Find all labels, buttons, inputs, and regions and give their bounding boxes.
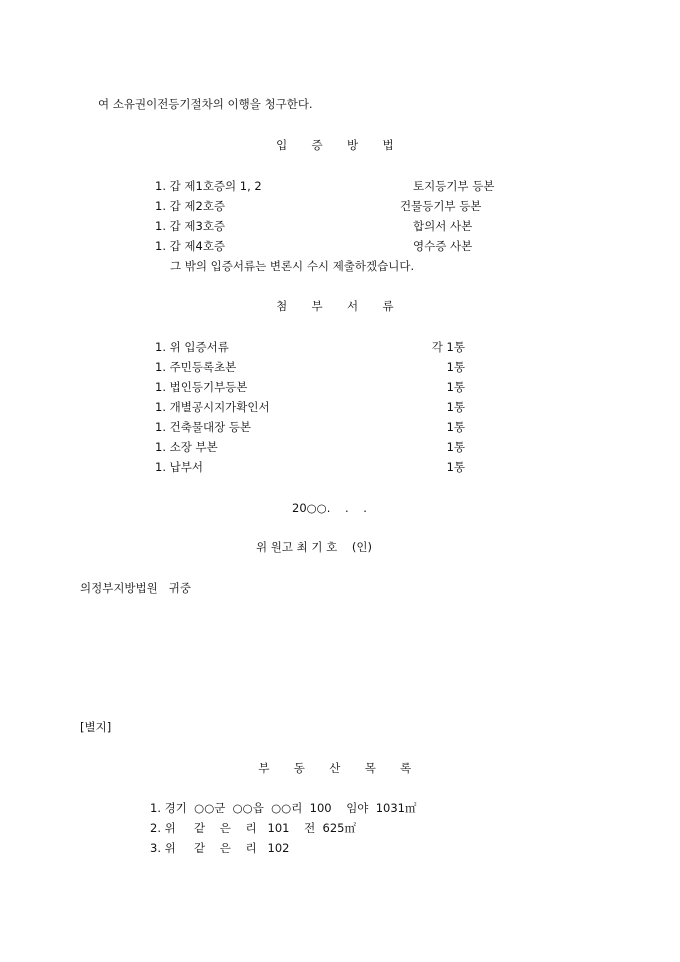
attachment-count: 1통 — [446, 380, 465, 394]
attachment-count: 1통 — [446, 400, 465, 414]
attachment-item — [155, 419, 465, 435]
court-addressee: 의정부지방법원 귀중 — [80, 581, 191, 595]
evidence-document: 건물등기부 등본 — [400, 199, 482, 213]
attachment-count: 각 1통 — [431, 340, 465, 354]
evidence-label: 1. 갑 제3호증 — [155, 219, 226, 233]
attachment-item — [155, 359, 465, 375]
attachment-label: 1. 납부서 — [155, 460, 203, 474]
attachment-label: 1. 법인등기부등본 — [155, 380, 248, 394]
evidence-item — [155, 238, 515, 254]
evidence-document: 합의서 사본 — [413, 219, 473, 233]
evidence-label: 1. 갑 제2호증 — [155, 199, 226, 213]
property-item: 2. 위 같 은 리 101 전 625㎡ — [150, 821, 356, 835]
evidence-label: 1. 갑 제4호증 — [155, 239, 226, 253]
attachment-item — [155, 439, 465, 455]
evidence-item — [155, 218, 515, 234]
attachment-item — [155, 459, 465, 475]
attachment-label: 1. 소장 부본 — [155, 440, 218, 454]
evidence-item — [155, 178, 515, 194]
attachment-item — [155, 399, 465, 415]
evidence-label: 1. 갑 제1호증의 1, 2 — [155, 179, 262, 193]
property-list-heading: 부 동 산 목 록 — [258, 761, 422, 775]
property-item: 1. 경기 ○○군 ○○읍 ○○리 100 임야 1031㎡ — [150, 801, 417, 815]
plaintiff-signature: 위 원고 최 기 호 (인) — [256, 540, 372, 554]
intro-text: 여 소유권이전등기절차의 이행을 청구한다. — [98, 97, 313, 111]
attachment-item — [155, 379, 465, 395]
attachment-count: 1통 — [446, 460, 465, 474]
evidence-document: 영수증 사본 — [413, 239, 473, 253]
attachment-label: 1. 개별공시지가확인서 — [155, 400, 270, 414]
attachment-item — [155, 339, 465, 355]
evidence-note: 그 밖의 입증서류는 변론시 수시 제출하겠습니다. — [170, 259, 415, 273]
property-item: 3. 위 같 은 리 102 — [150, 841, 290, 855]
attachments-heading: 첨 부 서 류 — [276, 299, 404, 313]
attachment-label: 1. 위 입증서류 — [155, 340, 229, 354]
attachment-label: 1. 건축물대장 등본 — [155, 420, 252, 434]
attachment-count: 1통 — [446, 440, 465, 454]
attachment-count: 1통 — [446, 360, 465, 374]
document-date: 20○○. . . — [292, 501, 367, 515]
evidence-heading: 입 증 방 법 — [276, 138, 404, 152]
appendix-tag: [별지] — [80, 720, 112, 734]
evidence-document: 토지등기부 등본 — [413, 179, 495, 193]
attachment-label: 1. 주민등록초본 — [155, 360, 237, 374]
attachment-count: 1통 — [446, 420, 465, 434]
evidence-item — [155, 198, 515, 214]
